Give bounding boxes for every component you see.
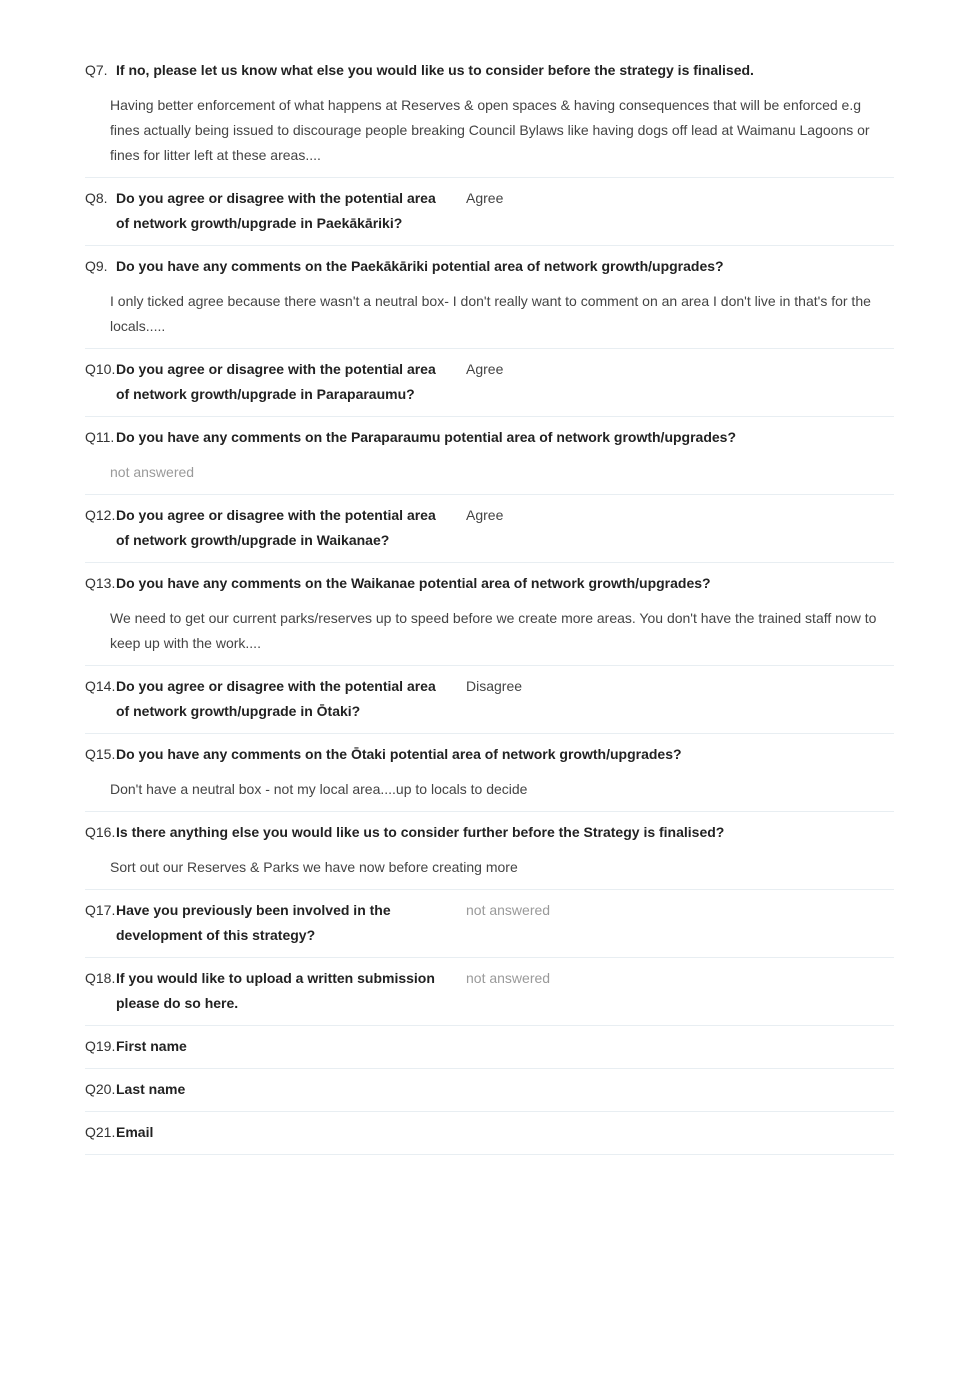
question-number: Q12.	[85, 507, 116, 523]
question-q16	[85, 812, 894, 890]
question-q19	[85, 1026, 894, 1069]
question-q8	[85, 178, 894, 246]
question-text: Do you agree or disagree with the potential area of network growth/upgrade in Waikanae?	[116, 507, 436, 548]
question-number: Q7.	[85, 62, 108, 78]
question-row	[85, 966, 894, 1016]
question-row	[85, 1077, 894, 1102]
question-q20	[85, 1069, 894, 1112]
question-q10	[85, 349, 894, 417]
question-q7	[85, 50, 894, 178]
question-text: First name	[116, 1038, 187, 1054]
answer-not-answered: not answered	[466, 902, 551, 918]
question-row	[85, 1120, 894, 1145]
question-q21	[85, 1112, 894, 1155]
question-number: Q19.	[85, 1038, 116, 1054]
question-q14	[85, 666, 894, 734]
question-row	[85, 742, 894, 767]
question-list	[85, 50, 894, 1155]
question-q18	[85, 958, 894, 1026]
question-number: Q14.	[85, 678, 116, 694]
question-row	[85, 1034, 894, 1059]
question-number: Q21.	[85, 1124, 116, 1140]
answer-value: Agree	[466, 507, 504, 523]
question-q15	[85, 734, 894, 812]
question-q9	[85, 246, 894, 349]
question-text: If you would like to upload a written submission please do so here.	[116, 970, 435, 1011]
answer-text: Sort out our Reserves & Parks we have now before creating more	[110, 859, 518, 875]
question-q17	[85, 890, 894, 958]
question-text: Have you previously been involved in the development of this strategy?	[116, 902, 391, 943]
question-number: Q10.	[85, 361, 116, 377]
question-text: Do you have any comments on the Waikanae potential area of network growth/upgrades?	[116, 575, 711, 591]
question-text: Is there anything else you would like us to consider further before the Strategy is finalised?	[116, 824, 725, 840]
answer-text: I only ticked agree because there wasn't a neutral box- I don't really want to comment on an area I don't live in that's for the locals.....	[110, 293, 871, 334]
answer-not-answered: not answered	[110, 464, 195, 480]
question-q11	[85, 417, 894, 495]
answer-value: Agree	[466, 190, 504, 206]
question-number: Q9.	[85, 258, 108, 274]
question-text: Do you agree or disagree with the potential area of network growth/upgrade in Ōtaki?	[116, 678, 436, 719]
question-row	[85, 898, 894, 948]
answer-value: Agree	[466, 361, 504, 377]
answer-text: Having better enforcement of what happens at Reserves & open spaces & having consequences that will be enforced e.g fines actually being issued to discourage people breaking Council Bylaws like having dogs off lead at Waimanu Lagoons or fines for litter left at these areas....	[110, 97, 870, 163]
question-row	[85, 820, 894, 845]
question-number: Q20.	[85, 1081, 116, 1097]
question-text: Email	[116, 1124, 154, 1140]
question-number: Q15.	[85, 746, 116, 762]
question-q12	[85, 495, 894, 563]
answer-value: Disagree	[466, 678, 523, 694]
question-row	[85, 571, 894, 596]
question-number: Q16.	[85, 824, 116, 840]
question-text: Do you have any comments on the Paraparaumu potential area of network growth/upgrades?	[116, 429, 737, 445]
question-number: Q18.	[85, 970, 116, 986]
question-row	[85, 503, 894, 553]
answer-text: Don't have a neutral box - not my local area....up to locals to decide	[110, 781, 528, 797]
question-text: If no, please let us know what else you would like us to consider before the strategy is finalised.	[116, 62, 754, 78]
question-row	[85, 674, 894, 724]
question-row	[85, 425, 894, 450]
question-number: Q8.	[85, 190, 108, 206]
question-row	[85, 254, 894, 279]
question-text: Do you have any comments on the Paekākāriki potential area of network growth/upgrades?	[116, 258, 724, 274]
question-text: Last name	[116, 1081, 186, 1097]
question-number: Q11.	[85, 429, 115, 445]
question-row	[85, 357, 894, 407]
question-text: Do you agree or disagree with the potential area of network growth/upgrade in Paraparaumu?	[116, 361, 436, 402]
question-row	[85, 58, 894, 83]
answer-text: We need to get our current parks/reserves up to speed before we create more areas. You don't have the trained staff now to keep up with the work....	[110, 610, 877, 651]
question-number: Q13.	[85, 575, 116, 591]
question-text: Do you agree or disagree with the potential area of network growth/upgrade in Paekākāriki?	[116, 190, 436, 231]
question-q13	[85, 563, 894, 666]
question-number: Q17.	[85, 902, 116, 918]
question-row	[85, 186, 894, 236]
answer-not-answered: not answered	[466, 970, 551, 986]
question-text: Do you have any comments on the Ōtaki potential area of network growth/upgrades?	[116, 746, 682, 762]
